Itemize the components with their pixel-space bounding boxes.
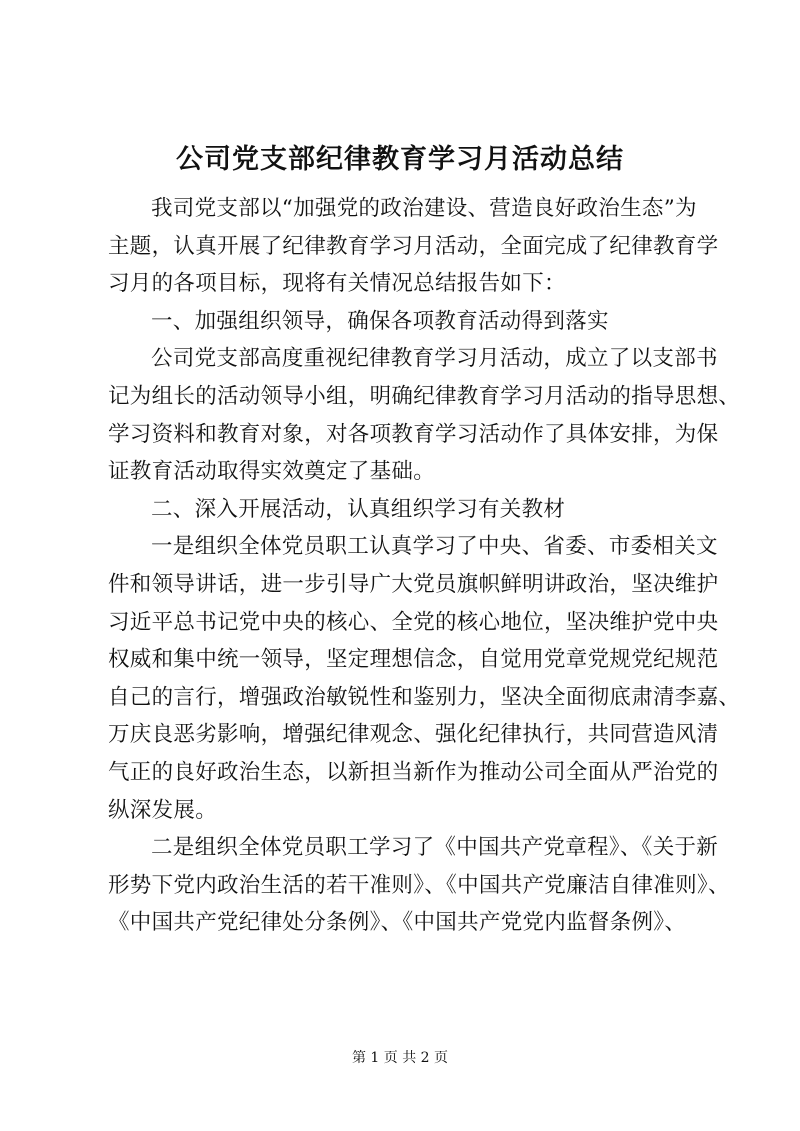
page-number: 第 1 页 共 2 页 — [351, 1050, 449, 1066]
section-heading-1: 一、加强组织领导，确保各项教育活动得到落实 — [151, 308, 609, 334]
text-line: 我司党支部以“加强党的政治建设、营造良好政治生态”为 — [151, 196, 697, 221]
text-line: 《中国共产党纪律处分条例》、《中国共产党党内监督条例》、 — [108, 910, 687, 936]
text-line: 习月的各项目标，现将有关情况总结报告如下： — [108, 271, 566, 297]
text-line: 自己的言行，增强政治敏锐性和鉴别力，坚决全面彻底肃清李嘉、 — [108, 684, 741, 710]
text-line: 习近平总书记党中央的核心、全党的核心地位，坚决维护党中央 — [108, 609, 719, 635]
text-line: 纵深发展。 — [108, 797, 218, 823]
text-line: 权威和集中统一领导，坚定理想信念，自觉用党章党规党纪规范 — [108, 647, 719, 673]
document-body — [108, 190, 741, 942]
text-line: 公司党支部高度重视纪律教育学习月活动，成立了以支部书 — [151, 346, 718, 372]
document-title: 公司党支部纪律教育学习月活动总结 — [176, 144, 624, 175]
text-line: 一是组织全体党员职工认真学习了中央、省委、市委相关文 — [151, 534, 718, 560]
text-line: 气正的良好政治生态，以新担当新作为推动公司全面从严治党的 — [108, 759, 719, 785]
section-heading-2: 二、深入开展活动，认真组织学习有关教材 — [151, 496, 566, 522]
text-line: 学习资料和教育对象，对各项教育学习活动作了具体安排，为保 — [108, 421, 719, 447]
text-line: 证教育活动取得实效奠定了基础。 — [108, 459, 436, 485]
text-line: 万庆良恶劣影响，增强纪律观念、强化纪律执行，共同营造风清 — [108, 722, 719, 748]
text-line: 二是组织全体党员职工学习了《中国共产党章程》、《关于新 — [151, 835, 719, 861]
text-line: 主题，认真开展了纪律教育学习月活动，全面完成了纪律教育学 — [108, 233, 719, 259]
text-line: 件和领导讲话，进一步引导广大党员旗帜鲜明讲政治，坚决维护 — [108, 571, 719, 597]
text-line: 形势下党内政治生活的若干准则》、《中国共产党廉洁自律准则》、 — [108, 872, 730, 898]
text-line: 记为组长的活动领导小组，明确纪律教育学习月活动的指导思想、 — [108, 383, 741, 409]
